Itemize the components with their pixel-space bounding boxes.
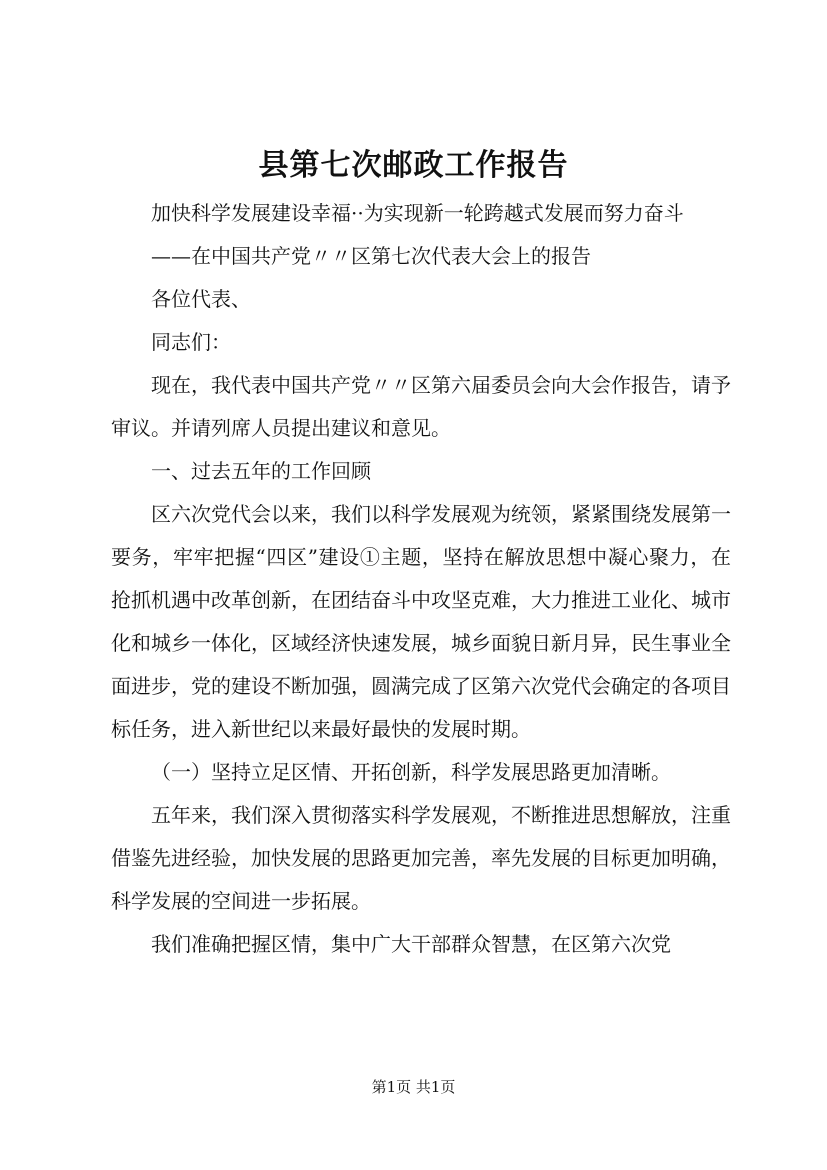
subsection-heading: （一）坚持立足区情、开拓创新，科学发展思路更加清晰。 — [151, 760, 671, 784]
paragraph-review: 区六次党代会以来，我们以科学发展观为统领，紧紧围绕发展第一要务，牢牢把握“四区”建设①主题，坚持在解放思想中凝心聚力，在抢抓机遇中改革创新，在团结奋斗中攻坚克难，大力推进工业化、城市化和城乡一体化，区域经济快速发展，城乡面貌日新月异，民生事业全面进步，党的建设不断加强，圆满完成了区第六次党代会确定的各项目标任务，进入新世纪以来最好最快的发展时期。 — [111, 502, 731, 741]
paragraph-salutation-comrades: 同志们： — [151, 330, 231, 354]
paragraph-opening: 现在，我代表中国共产党〃〃区第六届委员会向大会作报告，请予审议。并请列席人员提出建议和意见。 — [111, 373, 731, 440]
page-number-footer: 第1页 共1页 — [371, 1078, 456, 1096]
section-heading: 一、过去五年的工作回顾 — [151, 459, 371, 483]
paragraph-salutation-delegates: 各位代表、 — [151, 287, 251, 311]
document-body — [111, 192, 731, 966]
document-title: 县第七次邮政工作报告 — [258, 148, 569, 183]
paragraph-five-years: 五年来，我们深入贯彻落实科学发展观，不断推进思想解放，注重借鉴先进经验，加快发展的思路更加完善，率先发展的目标更加明确，科学发展的空间进一步拓展。 — [111, 803, 731, 913]
paragraph-subtitle: 加快科学发展建设幸福··为实现新一轮跨越式发展而努力奋斗 — [151, 201, 684, 225]
paragraph-continued: 我们准确把握区情，集中广大干部群众智慧，在区第六次党 — [151, 932, 671, 956]
paragraph-report-line: ——在中国共产党〃〃区第七次代表大会上的报告 — [151, 244, 591, 268]
